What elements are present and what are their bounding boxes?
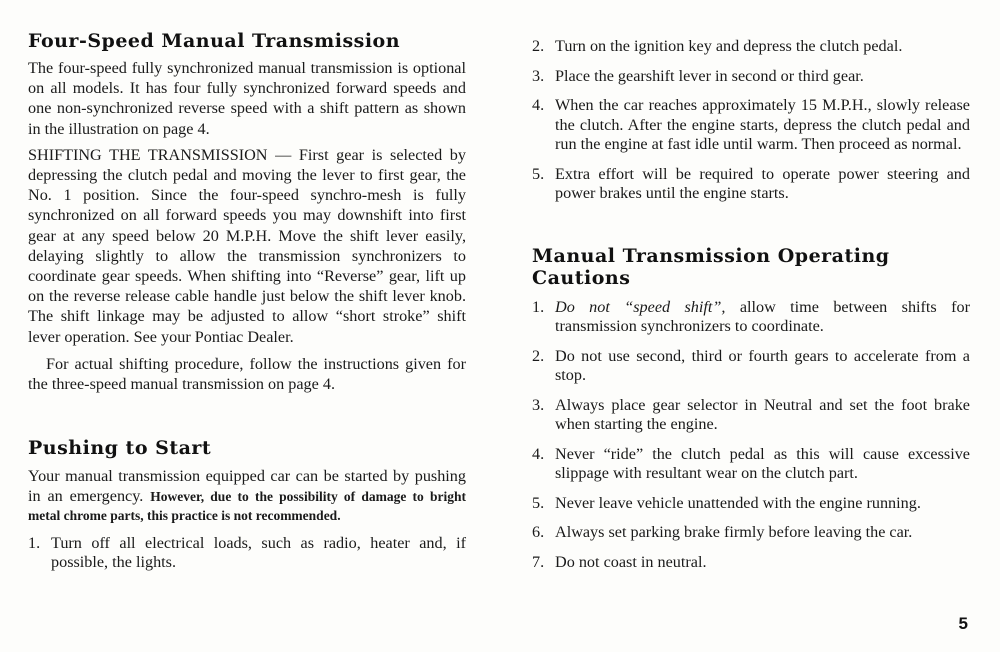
list-item: 6. Always set parking brake firmly before leaving the car. [532,523,913,541]
page-number: 5 [958,614,968,633]
cautions-list [532,298,970,573]
pushing-steps-list [28,534,466,573]
paragraph-intro: The four-speed fully synchronized manual transmission is optional on all models. It has four fully synchronized forward speeds and one non-synchronized reverse speed with a shift pattern as shown in the illustration on page 4. [28,59,466,138]
left-column [28,30,466,573]
paragraph-pushing-intro [28,467,466,526]
list-item: 1. Turn off all electrical loads, such as radio, heater and, if possible, the lights. [28,533,466,572]
list-item: 2. Do not use second, third or fourth gears to accelerate from a stop. [532,346,970,384]
list-item: 5. Never leave vehicle unattended with the engine running. [532,493,921,512]
list-item: 4. When the car reaches approximately 15 M.P.H., slowly release the clutch. After the engine starts, depress the clutch pedal and run the engine at fast idle until warm. Then proceed as normal. [532,96,970,153]
list-item: 5. Extra effort will be required to operate power steering and power brakes until the engine starts. [532,164,970,202]
paragraph-procedure: For actual shifting procedure, follow the instructions given for the three-speed manual transmission on page 4. [28,354,466,394]
pushing-steps-continued [532,37,970,204]
pushing-intro-text: Your manual transmission equipped car can be started by pushing in an emergency. [28,467,466,505]
list-item: 3. Always place gear selector in Neutral and set the foot brake when starting the engine. [532,395,970,433]
list-item: 3. Place the gearshift lever in second or third gear. [532,66,864,85]
section-title-cautions: Manual Transmission Operating Cautions [532,244,890,289]
paragraph-shifting: SHIFTING THE TRANSMISSION — First gear is selected by depressing the clutch pedal and moving the lever to first gear, the No. 1 position. Since the four-speed synchro-mesh is fully synchronized on all forward speeds you may downshift into first gear at any speed below 20 M.P.H. Move the shift lever easily, delaying slightly to allow the transmission synchronizers to coordinate gear speeds. When shifting into “Reverse” gear, lift up on the reverse release cable handle just below the shift lever knob. The shift linkage may be adjusted to allow “short stroke” shift lever operation. See your Pontiac Dealer. [28,145,466,346]
list-item: 1. Do not “speed shift”, allow time between shifts for transmission synchronizers to coordinate. [532,297,970,335]
list-item: 2. Turn on the ignition key and depress the clutch pedal. [532,37,903,55]
section-title-pushing: Pushing to Start [28,437,212,460]
section-title-four-speed: Four-Speed Manual Transmission [28,30,401,52]
pushing-warning-text: However, due to the possibility of damage to bright metal chrome parts, this practice is not recommended. [28,488,467,524]
right-column [532,37,970,572]
list-item: 7. Do not coast in neutral. [532,552,707,571]
list-item: 4. Never “ride” the clutch pedal as this will cause excessive slippage with resultant wear on the clutch part. [532,444,970,482]
